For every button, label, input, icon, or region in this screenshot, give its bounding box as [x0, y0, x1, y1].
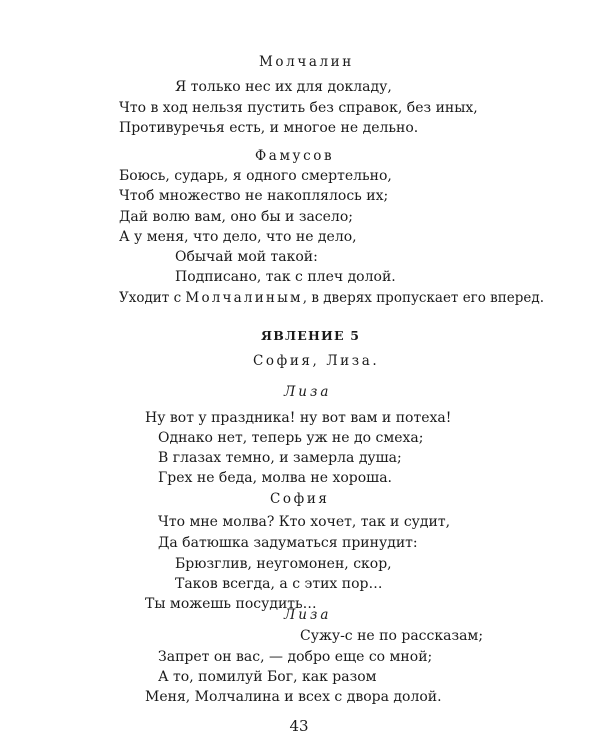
verse-line: Грех не беда, молва не хороша.	[158, 470, 392, 486]
speaker-name: Молчалин	[259, 54, 354, 70]
speaker-name: Лиза	[284, 384, 332, 400]
verse-line: В глазах темно, и замерла душа;	[158, 450, 402, 466]
speaker-name: Фамусов	[255, 148, 335, 164]
verse-line: Боюсь, сударь, я одного смертельно,	[119, 168, 392, 184]
verse-line: Дай волю вам, оно бы и засело;	[119, 209, 353, 225]
scene-cast: София, Лиза.	[253, 353, 380, 369]
speaker-name: Лиза	[284, 607, 332, 623]
speaker-name: София	[270, 491, 330, 507]
stage-direction-text: Уходит с	[119, 290, 186, 306]
verse-line: Однако нет, теперь уж не до смеха;	[158, 430, 424, 446]
stage-direction	[119, 289, 544, 307]
verse-line: Обычай мой такой:	[175, 249, 318, 265]
verse-line: Да батюшка задуматься принудит:	[158, 535, 418, 551]
verse-line: А у меня, что дело, что не дело,	[119, 229, 357, 245]
verse-line: Брюзглив, неугомонен, скор,	[175, 556, 392, 572]
page-number: 43	[289, 717, 309, 735]
verse-line: Ну вот у праздника! ну вот вам и потеха!	[145, 410, 452, 426]
stage-direction-character: Молчалиным	[185, 290, 303, 306]
verse-line: Запрет он вас, — добро еще со мной;	[158, 649, 433, 665]
scene-heading: ЯВЛЕНИЕ 5	[261, 328, 361, 343]
verse-line: Ты можешь посудить…	[145, 596, 317, 612]
verse-line: Меня, Молчалина и всех с двора долой.	[145, 689, 442, 705]
verse-line: Сужу-с не по рассказам;	[300, 628, 484, 644]
verse-line: Чтоб множество не накоплялось их;	[119, 188, 389, 204]
verse-line: Таков всегда, а с этих пор…	[175, 576, 383, 592]
verse-line: Что в ход нельзя пустить без справок, без иных,	[119, 100, 478, 116]
verse-line: А то, помилуй Бог, как разом	[158, 669, 377, 685]
stage-direction-text: , в дверях пропускает его вперед.	[302, 290, 544, 306]
verse-line: Что мне молва? Кто хочет, так и судит,	[158, 514, 451, 530]
verse-line: Я только нес их для докладу,	[175, 79, 392, 95]
verse-line: Подписано, так с плеч долой.	[175, 269, 396, 285]
verse-line: Противуречья есть, и многое не дельно.	[119, 120, 419, 136]
